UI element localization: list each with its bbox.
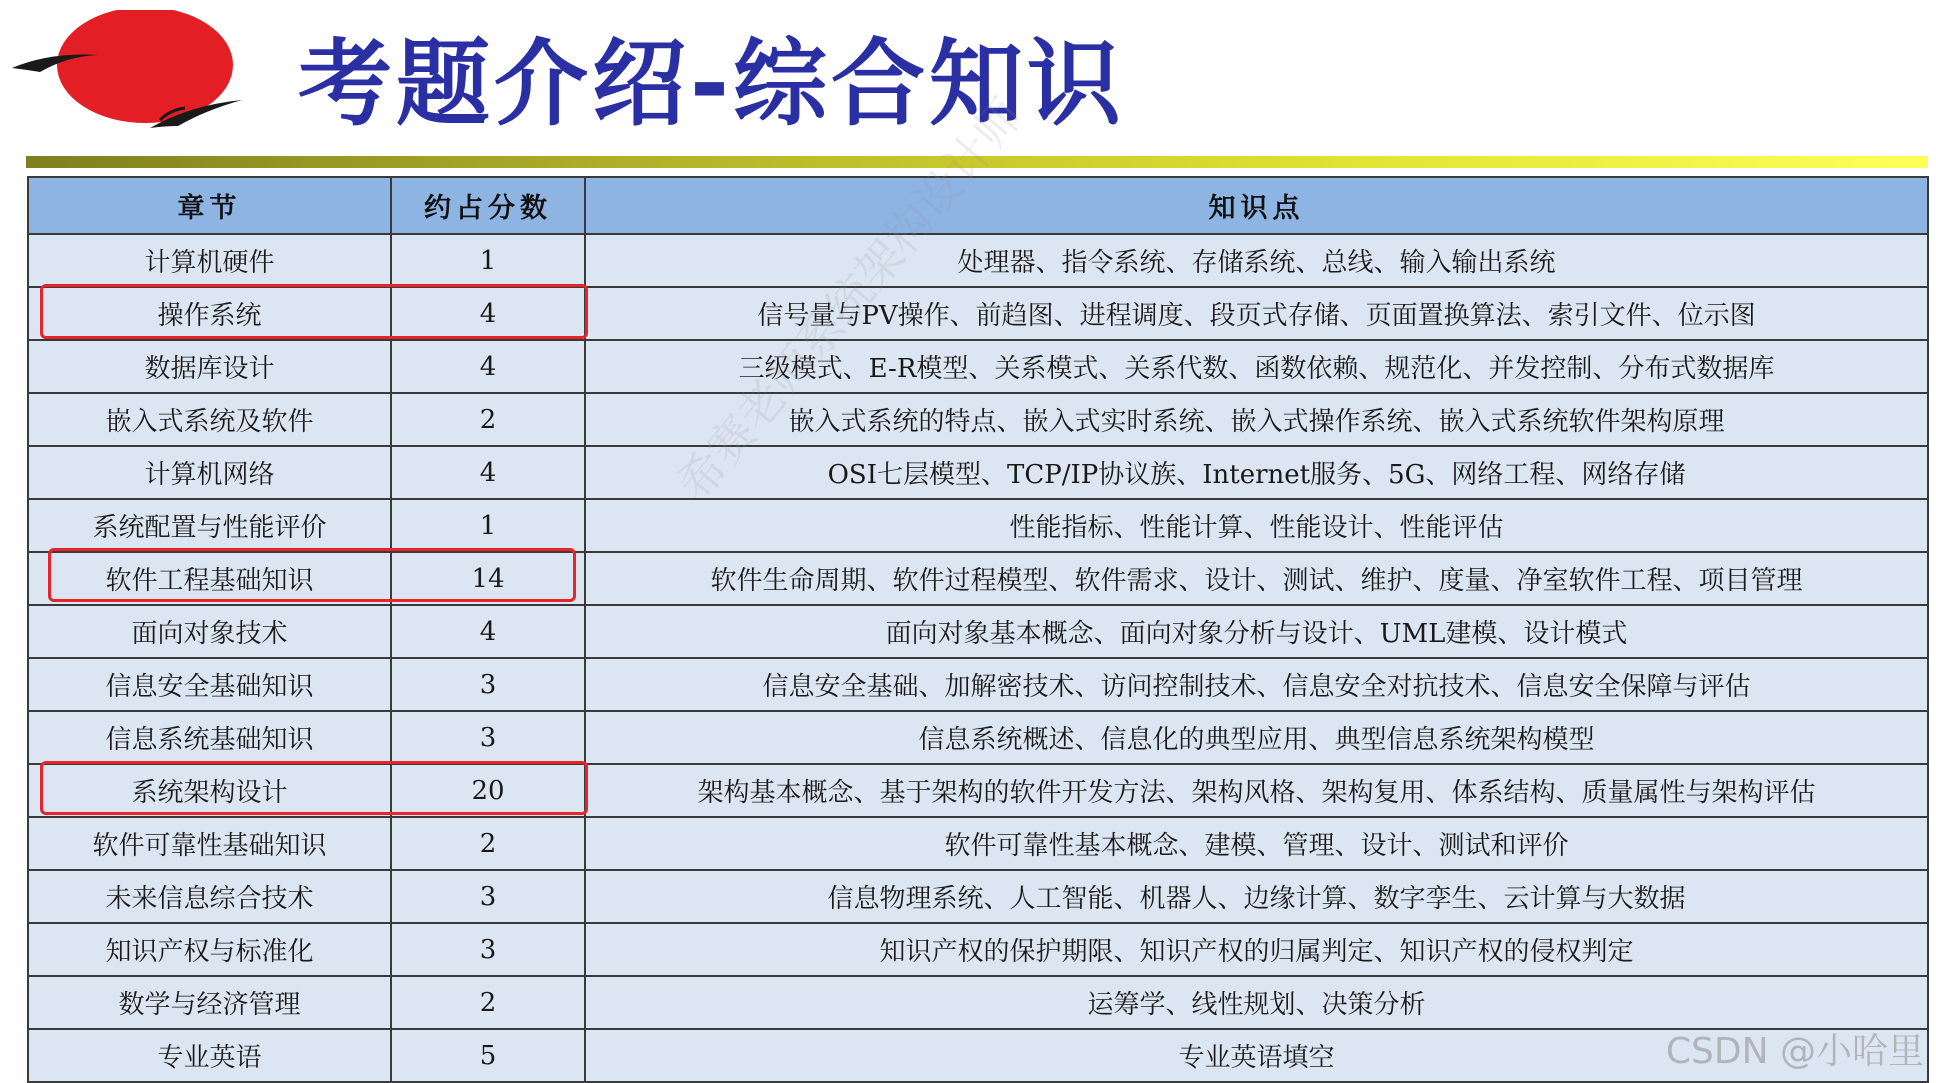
topics-cell: 运筹学、线性规划、决策分析 xyxy=(585,976,1928,1029)
topics-cell: 三级模式、E-R模型、关系模式、关系代数、函数依赖、规范化、并发控制、分布式数据库 xyxy=(585,340,1928,393)
chapter-cell: 嵌入式系统及软件 xyxy=(28,393,391,446)
score-cell: 2 xyxy=(391,393,585,446)
chapter-cell: 软件工程基础知识 xyxy=(28,552,391,605)
topics-cell: 信息安全基础、加解密技术、访问控制技术、信息安全对抗技术、信息安全保障与评估 xyxy=(585,658,1928,711)
header-topics: 知识点 xyxy=(585,177,1928,234)
table-row xyxy=(28,658,1928,711)
score-cell: 4 xyxy=(391,446,585,499)
table-row xyxy=(28,711,1928,764)
score-cell: 3 xyxy=(391,923,585,976)
title-divider xyxy=(26,156,1928,168)
topics-cell: 嵌入式系统的特点、嵌入式实时系统、嵌入式操作系统、嵌入式系统软件架构原理 xyxy=(585,393,1928,446)
table-row xyxy=(28,287,1928,340)
table-row xyxy=(28,976,1928,1029)
topics-cell: OSI七层模型、TCP/IP协议族、Internet服务、5G、网络工程、网络存储 xyxy=(585,446,1928,499)
page-title: 考题介绍-综合知识 xyxy=(298,30,1126,139)
table-row xyxy=(28,340,1928,393)
score-cell: 3 xyxy=(391,658,585,711)
score-cell: 4 xyxy=(391,287,585,340)
score-cell: 4 xyxy=(391,605,585,658)
chapter-cell: 计算机硬件 xyxy=(28,234,391,287)
topics-cell: 架构基本概念、基于架构的软件开发方法、架构风格、架构复用、体系结构、质量属性与架构评估 xyxy=(585,764,1928,817)
table-row xyxy=(28,605,1928,658)
topics-cell: 处理器、指令系统、存储系统、总线、输入输出系统 xyxy=(585,234,1928,287)
score-cell: 1 xyxy=(391,499,585,552)
table-row xyxy=(28,552,1928,605)
table-row xyxy=(28,870,1928,923)
chapter-cell: 软件可靠性基础知识 xyxy=(28,817,391,870)
header-chapter: 章节 xyxy=(28,177,391,234)
topics-cell: 软件生命周期、软件过程模型、软件需求、设计、测试、维护、度量、净室软件工程、项目管理 xyxy=(585,552,1928,605)
chapter-cell: 知识产权与标准化 xyxy=(28,923,391,976)
table-header-row xyxy=(28,177,1928,234)
score-cell: 4 xyxy=(391,340,585,393)
topics-cell: 知识产权的保护期限、知识产权的归属判定、知识产权的侵权判定 xyxy=(585,923,1928,976)
score-cell: 20 xyxy=(391,764,585,817)
table-row xyxy=(28,234,1928,287)
score-cell: 2 xyxy=(391,976,585,1029)
score-cell: 3 xyxy=(391,711,585,764)
score-cell: 5 xyxy=(391,1029,585,1082)
table-row xyxy=(28,393,1928,446)
csdn-watermark: CSDN @小哈里 xyxy=(1665,1031,1924,1072)
topics-cell: 信息物理系统、人工智能、机器人、边缘计算、数字孪生、云计算与大数据 xyxy=(585,870,1928,923)
table-row xyxy=(28,764,1928,817)
score-cell: 3 xyxy=(391,870,585,923)
topics-cell: 信息系统概述、信息化的典型应用、典型信息系统架构模型 xyxy=(585,711,1928,764)
topics-cell: 面向对象基本概念、面向对象分析与设计、UML建模、设计模式 xyxy=(585,605,1928,658)
table-row xyxy=(28,817,1928,870)
chapter-cell: 数学与经济管理 xyxy=(28,976,391,1029)
score-cell: 2 xyxy=(391,817,585,870)
score-cell: 14 xyxy=(391,552,585,605)
score-cell: 1 xyxy=(391,234,585,287)
chapter-cell: 面向对象技术 xyxy=(28,605,391,658)
header-score: 约占分数 xyxy=(391,177,585,234)
sun-birds-logo xyxy=(10,10,250,140)
chapter-cell: 信息安全基础知识 xyxy=(28,658,391,711)
table-row xyxy=(28,923,1928,976)
table-row xyxy=(28,499,1928,552)
chapter-cell: 系统配置与性能评价 xyxy=(28,499,391,552)
chapter-cell: 数据库设计 xyxy=(28,340,391,393)
topics-cell: 性能指标、性能计算、性能设计、性能评估 xyxy=(585,499,1928,552)
chapter-cell: 系统架构设计 xyxy=(28,764,391,817)
table-row xyxy=(28,446,1928,499)
topics-cell: 专业英语填空 xyxy=(585,1029,1928,1082)
table-row xyxy=(28,1029,1928,1082)
chapter-cell: 未来信息综合技术 xyxy=(28,870,391,923)
chapter-cell: 信息系统基础知识 xyxy=(28,711,391,764)
topics-cell: 软件可靠性基本概念、建模、管理、设计、测试和评价 xyxy=(585,817,1928,870)
knowledge-table xyxy=(27,176,1929,1083)
chapter-cell: 计算机网络 xyxy=(28,446,391,499)
chapter-cell: 专业英语 xyxy=(28,1029,391,1082)
topics-cell: 信号量与PV操作、前趋图、进程调度、段页式存储、页面置换算法、索引文件、位示图 xyxy=(585,287,1928,340)
chapter-cell: 操作系统 xyxy=(28,287,391,340)
